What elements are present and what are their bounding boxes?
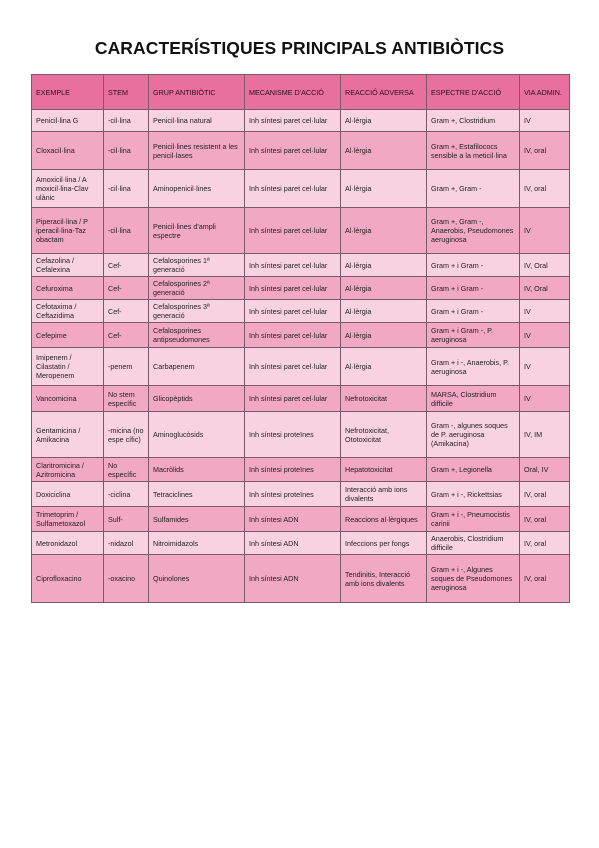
table-body bbox=[32, 110, 570, 603]
cell-exemple: Cefuroxima bbox=[32, 277, 104, 300]
cell-stem: -oxacino bbox=[104, 555, 149, 603]
table-row bbox=[32, 348, 570, 386]
table-row bbox=[32, 386, 570, 412]
table-row bbox=[32, 110, 570, 132]
cell-stem: -cil·lina bbox=[104, 110, 149, 132]
cell-reaccio: Tendinitis, Interacció amb ions divalents bbox=[341, 555, 427, 603]
cell-stem: -ciclina bbox=[104, 482, 149, 507]
cell-reaccio: Al·lèrgia bbox=[341, 348, 427, 386]
cell-espectre: Gram + i -, Anaerobis, P. aeruginosa bbox=[427, 348, 520, 386]
cell-espectre: Gram +, Legionella bbox=[427, 458, 520, 482]
cell-grup: Penicil·lina natural bbox=[149, 110, 245, 132]
cell-exemple: Cefotaxima / Ceftazidima bbox=[32, 300, 104, 323]
cell-reaccio: Nefrotoxicitat, Ototoxicitat bbox=[341, 412, 427, 458]
cell-espectre: Gram +, Clostridium bbox=[427, 110, 520, 132]
cell-via: IV, oral bbox=[520, 555, 570, 603]
cell-reaccio: Al·lèrgia bbox=[341, 208, 427, 254]
cell-mecanisme: Inh síntesi paret cel·lular bbox=[245, 323, 341, 348]
cell-via: IV bbox=[520, 300, 570, 323]
cell-espectre: Anaerobis, Clostridium difficile bbox=[427, 532, 520, 555]
cell-reaccio: Nefrotoxicitat bbox=[341, 386, 427, 412]
header-exemple: EXEMPLE bbox=[32, 75, 104, 110]
cell-espectre: Gram + i -, Algunes soques de Pseudomones aeruginosa bbox=[427, 555, 520, 603]
header-mecanisme-accio: MECANISME D'ACCIÓ bbox=[245, 75, 341, 110]
cell-via: IV, oral bbox=[520, 507, 570, 532]
cell-exemple: Cefazolina / Cefalexina bbox=[32, 254, 104, 277]
cell-stem: -penem bbox=[104, 348, 149, 386]
header-reaccio-adversa: REACCIÓ ADVERSA bbox=[341, 75, 427, 110]
cell-reaccio: Al·lèrgia bbox=[341, 277, 427, 300]
table-row bbox=[32, 254, 570, 277]
table-row bbox=[32, 482, 570, 507]
table-row bbox=[32, 412, 570, 458]
cell-via: Oral, IV bbox=[520, 458, 570, 482]
cell-grup: Carbapenem bbox=[149, 348, 245, 386]
cell-reaccio: Al·lèrgia bbox=[341, 254, 427, 277]
cell-exemple: Cloxacil·lina bbox=[32, 132, 104, 170]
cell-mecanisme: Inh síntesi paret cel·lular bbox=[245, 348, 341, 386]
table-row bbox=[32, 532, 570, 555]
cell-reaccio: Hepatotoxicitat bbox=[341, 458, 427, 482]
cell-reaccio: Al·lèrgia bbox=[341, 170, 427, 208]
cell-grup: Quinolones bbox=[149, 555, 245, 603]
cell-via: IV bbox=[520, 208, 570, 254]
cell-stem: -cil·lina bbox=[104, 170, 149, 208]
table-row bbox=[32, 170, 570, 208]
header-stem: STEM bbox=[104, 75, 149, 110]
cell-mecanisme: Inh síntesi paret cel·lular bbox=[245, 254, 341, 277]
cell-mecanisme: Inh síntesi ADN bbox=[245, 532, 341, 555]
cell-exemple: Amoxicil·lina / A moxicil·lina-Clav ulànic bbox=[32, 170, 104, 208]
cell-exemple: Piperacil·lina / P iperacil·lina-Taz obactam bbox=[32, 208, 104, 254]
cell-espectre: Gram +, Gram - bbox=[427, 170, 520, 208]
cell-grup: Cefalosporines 2ª generació bbox=[149, 277, 245, 300]
table-row bbox=[32, 300, 570, 323]
cell-via: IV, IM bbox=[520, 412, 570, 458]
cell-mecanisme: Inh síntesi paret cel·lular bbox=[245, 170, 341, 208]
table-row bbox=[32, 132, 570, 170]
cell-grup: Aminoglucòsids bbox=[149, 412, 245, 458]
cell-reaccio: Interacció amb ions divalents bbox=[341, 482, 427, 507]
cell-espectre: MARSA, Clostridium difficile bbox=[427, 386, 520, 412]
cell-grup: Sulfamides bbox=[149, 507, 245, 532]
cell-via: IV bbox=[520, 110, 570, 132]
cell-stem: Cef- bbox=[104, 254, 149, 277]
cell-reaccio: Al·lèrgia bbox=[341, 323, 427, 348]
cell-espectre: Gram -, algunes soques de P. aeruginosa (Amikacina) bbox=[427, 412, 520, 458]
cell-exemple: Ciprofloxacino bbox=[32, 555, 104, 603]
cell-reaccio: Al·lèrgia bbox=[341, 110, 427, 132]
cell-mecanisme: Inh síntesi paret cel·lular bbox=[245, 110, 341, 132]
cell-grup: Cefalosporines antipseudomones bbox=[149, 323, 245, 348]
cell-espectre: Gram + i -, Rickettsias bbox=[427, 482, 520, 507]
cell-espectre: Gram + i Gram - bbox=[427, 254, 520, 277]
cell-mecanisme: Inh síntesi paret cel·lular bbox=[245, 208, 341, 254]
cell-via: IV, oral bbox=[520, 482, 570, 507]
table-row bbox=[32, 458, 570, 482]
cell-via: IV bbox=[520, 386, 570, 412]
cell-via: IV, oral bbox=[520, 170, 570, 208]
cell-exemple: Metronidazol bbox=[32, 532, 104, 555]
cell-espectre: Gram + i Gram - bbox=[427, 277, 520, 300]
cell-exemple: Doxiciclina bbox=[32, 482, 104, 507]
cell-mecanisme: Inh síntesi proteïnes bbox=[245, 458, 341, 482]
header-espectre-accio: ESPECTRE D'ACCIÓ bbox=[427, 75, 520, 110]
cell-via: IV, Oral bbox=[520, 277, 570, 300]
cell-espectre: Gram +, Estafilococs sensible a la meticil·lina bbox=[427, 132, 520, 170]
cell-reaccio: Al·lèrgia bbox=[341, 132, 427, 170]
cell-mecanisme: Inh síntesi paret cel·lular bbox=[245, 300, 341, 323]
cell-grup: Glicopèptids bbox=[149, 386, 245, 412]
table-row bbox=[32, 507, 570, 532]
cell-grup: Tetraciclines bbox=[149, 482, 245, 507]
cell-via: IV, oral bbox=[520, 532, 570, 555]
cell-stem: Sulf- bbox=[104, 507, 149, 532]
cell-via: IV, Oral bbox=[520, 254, 570, 277]
cell-exemple: Vancomicina bbox=[32, 386, 104, 412]
cell-espectre: Gram +, Gram -, Anaerobis, Pseudomones aeruginosa bbox=[427, 208, 520, 254]
cell-via: IV bbox=[520, 323, 570, 348]
cell-grup: Macròlids bbox=[149, 458, 245, 482]
cell-reaccio: Infeccions per fongs bbox=[341, 532, 427, 555]
cell-espectre: Gram + i Gram - bbox=[427, 300, 520, 323]
cell-exemple: Cefepime bbox=[32, 323, 104, 348]
cell-grup: Aminopenicil·lines bbox=[149, 170, 245, 208]
cell-stem: Cef- bbox=[104, 277, 149, 300]
cell-mecanisme: Inh síntesi proteïnes bbox=[245, 412, 341, 458]
cell-mecanisme: Inh síntesi paret cel·lular bbox=[245, 132, 341, 170]
cell-grup: Penicil·lines resistent a les penicil·lases bbox=[149, 132, 245, 170]
cell-exemple: Claritromicina / Azitromicina bbox=[32, 458, 104, 482]
cell-stem: No específic bbox=[104, 458, 149, 482]
cell-mecanisme: Inh síntesi ADN bbox=[245, 507, 341, 532]
table-row bbox=[32, 277, 570, 300]
antibiotics-table bbox=[31, 74, 570, 603]
cell-reaccio: Reaccions al·lèrgiques bbox=[341, 507, 427, 532]
cell-espectre: Gram + i -, Pneumocistis carinii bbox=[427, 507, 520, 532]
cell-grup: Penicil·lines d'ampli espectre bbox=[149, 208, 245, 254]
cell-exemple: Gentamicina / Amikacina bbox=[32, 412, 104, 458]
table-row bbox=[32, 208, 570, 254]
cell-exemple: Imipenem / Cilastatin / Meropenem bbox=[32, 348, 104, 386]
cell-stem: Cef- bbox=[104, 323, 149, 348]
cell-reaccio: Al·lèrgia bbox=[341, 300, 427, 323]
table-row bbox=[32, 555, 570, 603]
cell-stem: No stem específic bbox=[104, 386, 149, 412]
cell-stem: -cil·lina bbox=[104, 208, 149, 254]
cell-exemple: Penicil·lina G bbox=[32, 110, 104, 132]
page-title: CARACTERÍSTIQUES PRINCIPALS ANTIBIÒTICS bbox=[94, 38, 505, 58]
cell-mecanisme: Inh síntesi paret cel·lular bbox=[245, 386, 341, 412]
cell-stem: -cil·lina bbox=[104, 132, 149, 170]
cell-grup: Cefalosporines 1ª generació bbox=[149, 254, 245, 277]
cell-stem: -micina (no espe cífic) bbox=[104, 412, 149, 458]
cell-via: IV bbox=[520, 348, 570, 386]
table-row bbox=[32, 323, 570, 348]
cell-stem: Cef- bbox=[104, 300, 149, 323]
table-header-row bbox=[32, 75, 570, 110]
cell-grup: Nitroimidazols bbox=[149, 532, 245, 555]
cell-mecanisme: Inh síntesi paret cel·lular bbox=[245, 277, 341, 300]
header-grup-antibiotic: GRUP ANTIBIÒTIC bbox=[149, 75, 245, 110]
header-via-admin: VIA ADMIN. bbox=[520, 75, 570, 110]
cell-espectre: Gram + i Gram -, P. aeruginosa bbox=[427, 323, 520, 348]
cell-grup: Cefalosporines 3ª generació bbox=[149, 300, 245, 323]
cell-mecanisme: Inh síntesi proteïnes bbox=[245, 482, 341, 507]
cell-stem: -nidazol bbox=[104, 532, 149, 555]
cell-exemple: Trimetoprim / Sulfametoxazol bbox=[32, 507, 104, 532]
cell-mecanisme: Inh síntesi ADN bbox=[245, 555, 341, 603]
cell-via: IV, oral bbox=[520, 132, 570, 170]
